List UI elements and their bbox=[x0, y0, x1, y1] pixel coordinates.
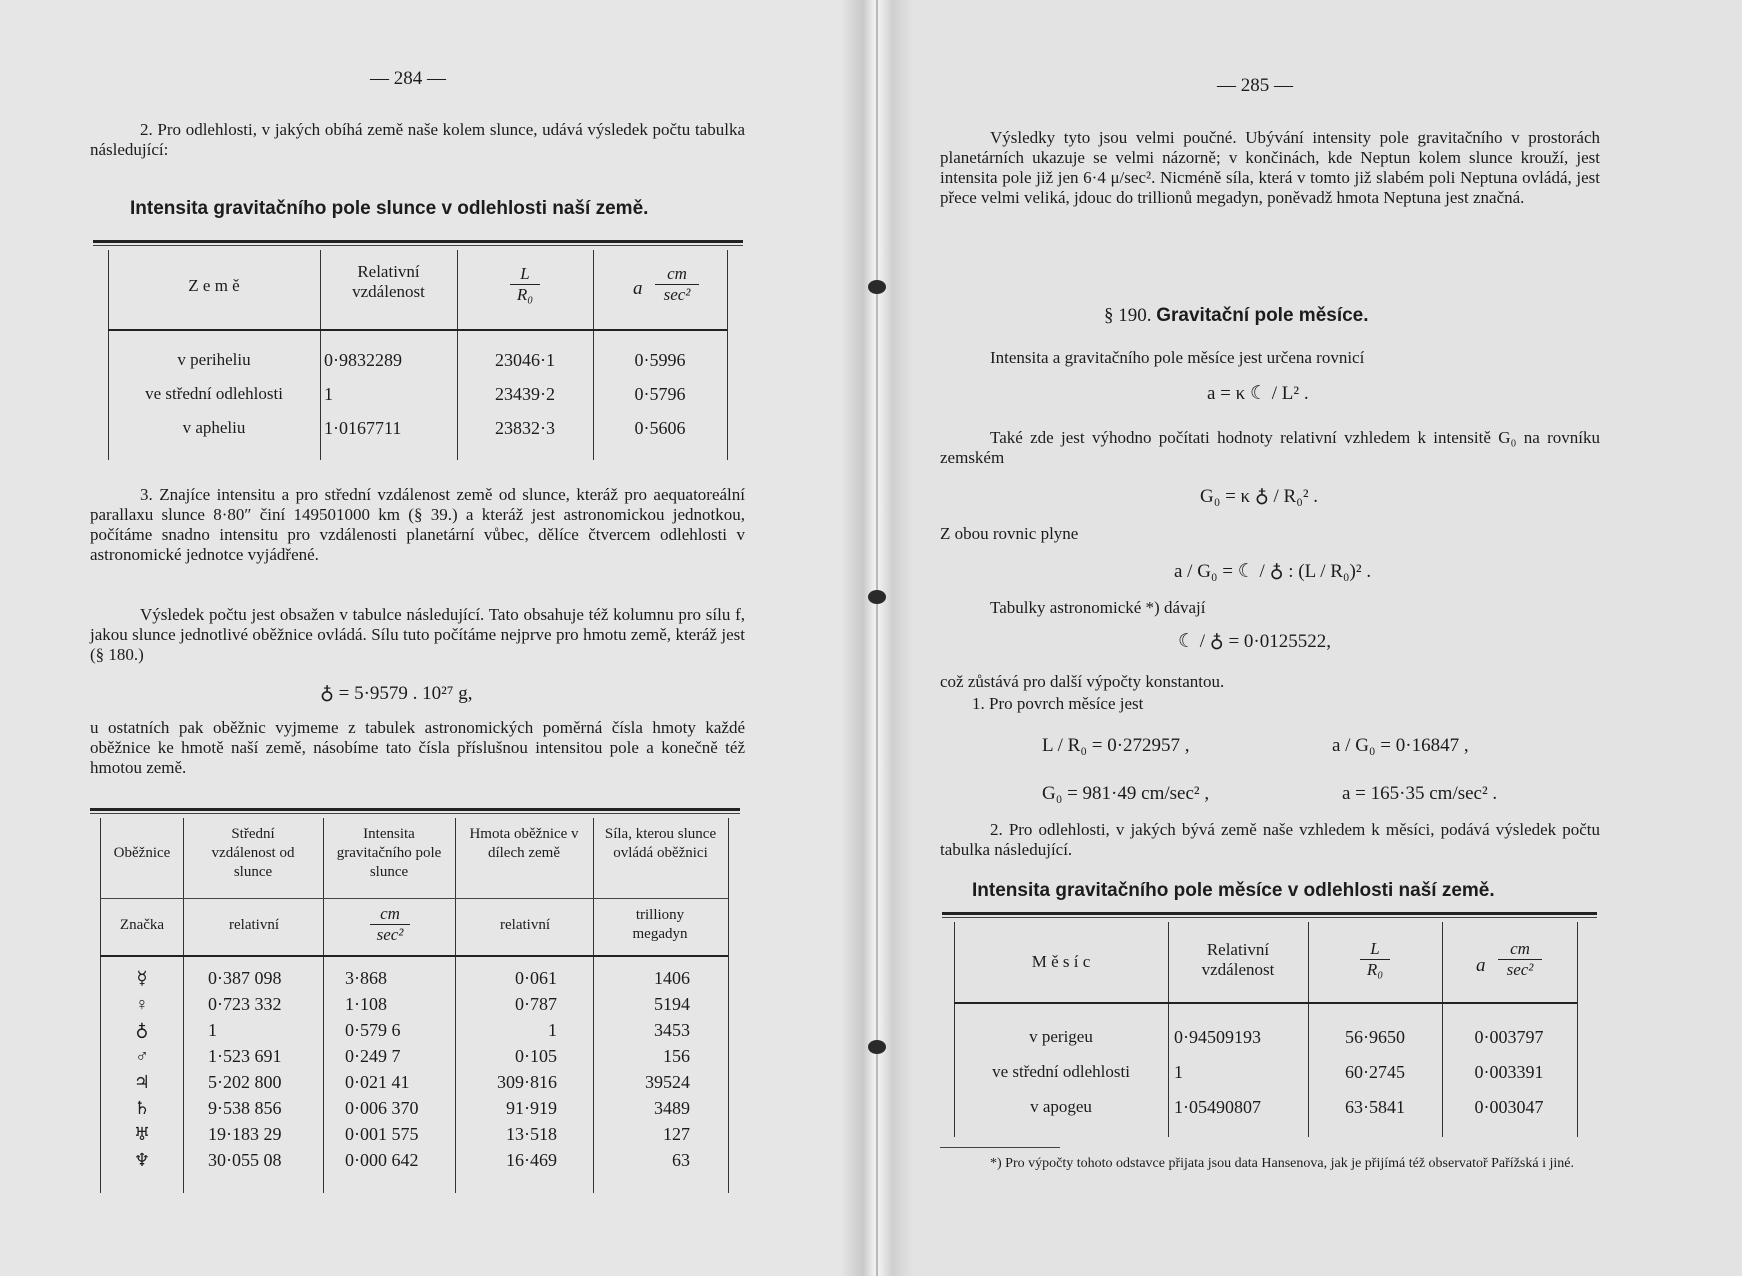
table2-row-force: 1406 bbox=[654, 968, 690, 988]
table2-row-mass: 0·105 bbox=[515, 1046, 557, 1066]
table1-header-rule bbox=[108, 329, 727, 331]
table2-top-rule bbox=[90, 808, 740, 811]
table1-header-earth: Z e m ě bbox=[188, 276, 240, 295]
table3-vline bbox=[1308, 922, 1309, 1137]
footnote: *) Pro výpočty tohoto odstavce přijata jsou data Hansenova, jak je přijímá též observatoř Pařížská i jiné. bbox=[990, 1156, 1574, 1171]
table2-row-symbol: ♀ bbox=[135, 994, 149, 1014]
table2-row-force: 127 bbox=[663, 1124, 690, 1144]
table3-header-rule bbox=[954, 1002, 1577, 1004]
table2-row-distance: 19·183 29 bbox=[208, 1124, 282, 1144]
table1-vline bbox=[320, 250, 321, 460]
table2-vline bbox=[183, 818, 184, 1193]
table2-row-force: 156 bbox=[663, 1046, 690, 1066]
earth-mass-equation: ♁ = 5·9579 . 10²⁷ g, bbox=[320, 683, 473, 704]
paragraph-3: 3. Znajíce intensitu a pro střední vzdálenost země od slunce, kteráž pro aequatoreální parallaxu slunce 8·80″ činí 149501000 km (§ 39.) a kteráž jest astronomickou jednotkou, počítáme snadno intensitu pro vzdálenosti planetární vůbec, dělíce čtvercem odlehlosti v astronomické jednotce vyjádřené. bbox=[90, 485, 745, 564]
table1-vline bbox=[457, 250, 458, 460]
table3-header-reldist: Relativní vzdálenost bbox=[1201, 940, 1275, 979]
table2-row-mass: 309·816 bbox=[497, 1072, 557, 1092]
table2-row-symbol: ♂ bbox=[135, 1046, 149, 1066]
table2-sub-relative: relativní bbox=[229, 917, 279, 933]
line-4: Tabulky astronomické *) dávají bbox=[990, 598, 1206, 617]
footnote-rule bbox=[940, 1147, 1060, 1148]
table2-row-intensity: 1·108 bbox=[345, 994, 387, 1014]
table2-row-force: 63 bbox=[672, 1150, 690, 1170]
table2-vline bbox=[455, 818, 456, 1193]
section-heading bbox=[1104, 305, 1369, 327]
table3-row-label: v perigeu bbox=[1029, 1027, 1093, 1046]
table1-row-a: 0·5996 bbox=[634, 350, 686, 370]
table3-top-rule-2 bbox=[942, 917, 1597, 918]
table2-vline bbox=[323, 818, 324, 1193]
section-number: § 190. bbox=[1104, 305, 1152, 326]
equation-6b: a = 165·35 cm/sec² . bbox=[1342, 783, 1498, 804]
left-page bbox=[0, 0, 842, 1276]
page-number: — 285 — bbox=[1217, 75, 1293, 96]
equation-5a: L / R₀ = 0·272957 , bbox=[1042, 735, 1190, 756]
equation-5b: a / G₀ = 0·16847 , bbox=[1332, 735, 1469, 756]
table1-header-ratio: L R₀ bbox=[510, 265, 540, 304]
table2-row-mass: 0·787 bbox=[515, 994, 557, 1014]
table2-header-planet: Oběžnice bbox=[113, 845, 171, 861]
table2-header-rule bbox=[100, 898, 728, 899]
table3-row-a: 0·003391 bbox=[1474, 1062, 1544, 1082]
table1-row-reldist: 0·9832289 bbox=[324, 350, 402, 370]
table1-header-unit: cm sec² bbox=[655, 265, 699, 304]
table2-header-mass: Hmota oběžnice v dílech země bbox=[469, 826, 579, 861]
table2-row-force: 3453 bbox=[654, 1020, 690, 1040]
line-6: 1. Pro povrch měsíce jest bbox=[972, 694, 1144, 713]
table2-row-mass: 0·061 bbox=[515, 968, 557, 988]
page-number: — 284 — bbox=[370, 68, 446, 89]
line-5: což zůstává pro další výpočty konstantou. bbox=[940, 672, 1225, 691]
table3-row-a: 0·003047 bbox=[1474, 1097, 1544, 1117]
table3-vline bbox=[954, 922, 955, 1137]
paragraph-5: u ostatních pak oběžnic vyjmeme z tabulek astronomických poměrná čísla hmoty každé oběžnice ke hmotě naší země, násobíme tato čísla příslušnou intensitou pole a konečně též hmotou země. bbox=[90, 718, 745, 777]
table2-header-distance: Střední vzdálenost od slunce bbox=[211, 826, 295, 880]
table1-header-a: a bbox=[633, 278, 643, 299]
table2-row-symbol: ♆ bbox=[133, 1150, 151, 1170]
table2-top-rule-2 bbox=[90, 813, 740, 814]
paragraph-1: Výsledky tyto jsou velmi poučné. Ubývání intensity pole gravitačního v prostorách planetárních ukazuje se velmi názorně; v končinách, kde Neptun kolem slunce krouží, jest intensita pole již jen 6·4 μ/sec². Nicméně síla, která v tomto již slabém poli Neptuna ovládá, jest přece velmi veliká, jdouc do trillionů megadyn, poněvadž hmota Neptuna jest značná. bbox=[940, 128, 1600, 207]
stitch bbox=[868, 1040, 886, 1054]
table2-row-mass: 16·469 bbox=[506, 1150, 557, 1170]
table1-vline bbox=[727, 250, 728, 460]
table3-row-ratio: 56·9650 bbox=[1345, 1027, 1405, 1047]
table2-row-intensity: 3·868 bbox=[345, 968, 387, 988]
table2-row-symbol: ☿ bbox=[136, 968, 148, 988]
equation-6a: G₀ = 981·49 cm/sec² , bbox=[1042, 783, 1210, 804]
equation-1: a = κ ☾ / L² . bbox=[1207, 383, 1309, 404]
table1-header-reldist: Relativní vzdálenost bbox=[352, 262, 425, 301]
table3-title: Intensita gravitačního pole měsíce v odlehlosti naší země. bbox=[972, 880, 1495, 901]
table3-vline bbox=[1168, 922, 1169, 1137]
table2-row-intensity: 0·001 575 bbox=[345, 1124, 419, 1144]
table1-row-label: v apheliu bbox=[182, 418, 246, 437]
table3-top-rule bbox=[942, 912, 1597, 915]
table2-row-symbol: ♁ bbox=[135, 1020, 149, 1040]
table1-row-reldist: 1·0167711 bbox=[324, 418, 402, 438]
table1-title: Intensita gravitačního pole slunce v odlehlosti naší země. bbox=[130, 198, 649, 219]
table2-row-distance: 5·202 800 bbox=[208, 1072, 282, 1092]
table1-row-a: 0·5606 bbox=[634, 418, 686, 438]
table2-row-symbol: ♄ bbox=[133, 1098, 151, 1118]
table3-row-reldist: 1 bbox=[1174, 1062, 1183, 1082]
table3-vline bbox=[1442, 922, 1443, 1137]
table2-row-force: 3489 bbox=[654, 1098, 690, 1118]
table1-top-rule-2 bbox=[93, 245, 743, 246]
table3-row-label: v apogeu bbox=[1030, 1097, 1092, 1116]
table2-row-intensity: 0·249 7 bbox=[345, 1046, 401, 1066]
table1-row-label: v periheliu bbox=[177, 350, 251, 369]
table1-top-rule bbox=[93, 240, 743, 243]
book-gutter bbox=[842, 0, 912, 1276]
equation-2: G₀ = κ ♁ / R₀² . bbox=[1200, 486, 1319, 507]
table2-sub-symbol: Značka bbox=[119, 917, 165, 933]
table2-row-distance: 9·538 856 bbox=[208, 1098, 282, 1118]
table1-row-ratio: 23439·2 bbox=[495, 384, 555, 404]
table2-row-force: 5194 bbox=[654, 994, 690, 1014]
table2-row-intensity: 0·000 642 bbox=[345, 1150, 419, 1170]
table2-header-intensity: Intensita gravitačního pole slunce bbox=[336, 826, 442, 880]
table2-row-intensity: 0·021 41 bbox=[345, 1072, 410, 1092]
equation-3: a / G₀ = ☾ / ♁ : (L / R₀)² . bbox=[1174, 561, 1372, 582]
table1-row-ratio: 23046·1 bbox=[495, 350, 555, 370]
table3-vline bbox=[1577, 922, 1578, 1137]
table3-header-a: a bbox=[1476, 955, 1486, 976]
table3-header-ratio: L R₀ bbox=[1360, 940, 1390, 979]
table2-row-symbol: ♅ bbox=[133, 1124, 151, 1144]
table1-row-ratio: 23832·3 bbox=[495, 418, 555, 438]
table1-row-reldist: 1 bbox=[324, 384, 333, 404]
table1-vline bbox=[593, 250, 594, 460]
table2-vline bbox=[728, 818, 729, 1193]
table2-header-force: Síla, kterou slunce ovládá oběžnici bbox=[604, 826, 717, 861]
table2-row-distance: 0·387 098 bbox=[208, 968, 282, 988]
table1-row-a: 0·5796 bbox=[634, 384, 686, 404]
table2-row-intensity: 0·006 370 bbox=[345, 1098, 419, 1118]
table3-row-ratio: 63·5841 bbox=[1345, 1097, 1405, 1117]
line-2: Také zde jest výhodno počítati hodnoty relativní vzhledem k intensitě G₀ na rovníku zemském bbox=[940, 428, 1600, 467]
table2-sub-relative-2: relativní bbox=[500, 917, 550, 933]
table3-header-unit: cm sec² bbox=[1498, 940, 1542, 979]
table2-sub-unit: cm sec² bbox=[370, 905, 410, 944]
table2-row-mass: 13·518 bbox=[506, 1124, 557, 1144]
table2-row-distance: 1 bbox=[208, 1020, 217, 1040]
table3-row-a: 0·003797 bbox=[1474, 1027, 1544, 1047]
intro-paragraph: 2. Pro odlehlosti, v jakých obíhá země naše kolem slunce, udává výsledek počtu tabulka následující: bbox=[90, 120, 745, 159]
table2-row-distance: 1·523 691 bbox=[208, 1046, 282, 1066]
table1-vline bbox=[108, 250, 109, 460]
table2-row-force: 39524 bbox=[645, 1072, 690, 1092]
paragraph-4: Výsledek počtu jest obsažen v tabulce následující. Tato obsahuje též kolumnu pro sílu f, jakou slunce jednotlivé oběžnice ovládá. Sílu tuto počítáme nejprve pro hmotu země, kteráž jest (§ 180.) bbox=[90, 605, 745, 664]
table2-row-symbol: ♃ bbox=[133, 1072, 151, 1092]
table3-row-ratio: 60·2745 bbox=[1345, 1062, 1405, 1082]
table2-row-distance: 0·723 332 bbox=[208, 994, 282, 1014]
table3-row-reldist: 1·05490807 bbox=[1174, 1097, 1261, 1117]
stitch bbox=[868, 590, 886, 604]
table3-row-reldist: 0·94509193 bbox=[1174, 1027, 1261, 1047]
right-page bbox=[912, 0, 1742, 1276]
stitch bbox=[868, 280, 886, 294]
table2-subheader-rule bbox=[100, 955, 728, 957]
equation-4: ☾ / ♁ = 0·0125522, bbox=[1178, 631, 1331, 652]
table2-row-mass: 91·919 bbox=[506, 1098, 557, 1118]
table2-row-mass: 1 bbox=[548, 1020, 557, 1040]
table1-row-label: ve střední odlehlosti bbox=[145, 384, 283, 403]
line-1: Intensita a gravitačního pole měsíce jest určena rovnicí bbox=[990, 348, 1365, 367]
line-3: Z obou rovnic plyne bbox=[940, 524, 1079, 543]
table3-row-label: ve střední odlehlosti bbox=[992, 1062, 1130, 1081]
table2-row-intensity: 0·579 6 bbox=[345, 1020, 401, 1040]
table2-vline bbox=[593, 818, 594, 1193]
table2-row-distance: 30·055 08 bbox=[208, 1150, 282, 1170]
section-title: Gravitační pole měsíce. bbox=[1156, 305, 1369, 326]
table3-header-moon: M ě s í c bbox=[1031, 952, 1091, 971]
table2-sub-trillions: trilliony megadyn bbox=[632, 907, 688, 942]
paragraph-2: 2. Pro odlehlosti, v jakých bývá země naše vzhledem k měsíci, podává výsledek počtu tabulka následující. bbox=[940, 820, 1600, 859]
